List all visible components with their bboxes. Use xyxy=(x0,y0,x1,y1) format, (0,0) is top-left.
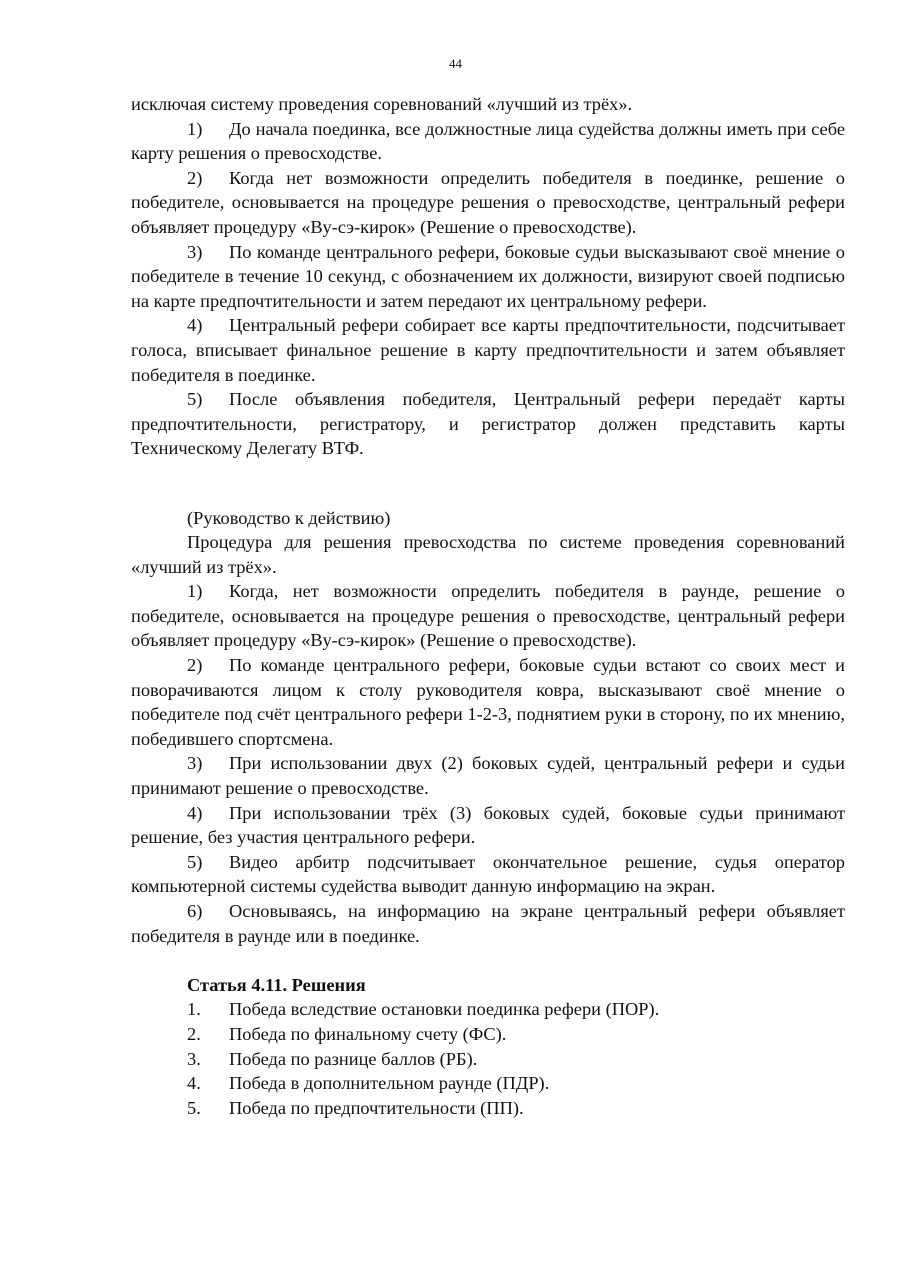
section1-item xyxy=(131,313,845,387)
guide-heading: (Руководство к действию) xyxy=(187,507,391,528)
section2-item xyxy=(131,801,845,850)
item-text: Победа по предпочтительности (ПП). xyxy=(229,1097,524,1118)
item-number: 4. xyxy=(187,1073,201,1094)
decision-item xyxy=(131,1071,845,1096)
section2-item xyxy=(131,653,845,751)
item-number: 1) xyxy=(187,118,203,139)
spacer xyxy=(131,461,845,486)
section2-item xyxy=(131,850,845,899)
item-number: 3. xyxy=(187,1048,201,1069)
section2-item xyxy=(131,579,845,653)
item-number: 4) xyxy=(187,315,203,336)
section1-item xyxy=(131,387,845,461)
section2-list xyxy=(131,579,845,948)
item-text: Победа по разнице баллов (РБ). xyxy=(229,1048,478,1069)
item-text: По команде центрального рефери, боковые судьи встают со своих мест и поворачиваются лицом к столу руководителя ковра, высказывают своё мнение о победителе под счёт центрального рефери 1-2-3, поднятием руки в сторону, по их мнению, победившего спортсмена. xyxy=(131,655,845,749)
spacer xyxy=(131,948,845,973)
decision-item xyxy=(131,1096,845,1121)
section1-item xyxy=(131,240,845,314)
item-text: Когда нет возможности определить победителя в поединке, решение о победителе, основывается на процедуре решения о превосходстве, центральный рефери объявляет процедуру «Ву-сэ-кирок» (Решение о превосходстве). xyxy=(131,167,845,237)
item-text: До начала поединка, все должностные лица судейства должны иметь при себе карту решения о превосходстве. xyxy=(131,118,845,164)
item-number: 5) xyxy=(187,851,203,872)
item-text: Центральный рефери собирает все карты предпочтительности, подсчитывает голоса, вписывает финальное решение в карту предпочтительности и затем объявляет победителя в поединке. xyxy=(131,315,845,385)
item-number: 5) xyxy=(187,389,203,410)
item-text: По команде центрального рефери, боковые судьи высказывают своё мнение о победителе в течение 10 секунд, с обозначением их должности, визируют своей подписью на карте предпочтительности и затем передают их центральному рефери. xyxy=(131,241,845,311)
item-number: 3) xyxy=(187,753,203,774)
decision-item xyxy=(131,1022,845,1047)
item-text: После объявления победителя, Центральный рефери передаёт карты предпочтительности, регистратору, и регистратор должен представить карты Техническому Делегату ВТФ. xyxy=(131,389,845,459)
section2-item xyxy=(131,899,845,948)
item-text: Победа по финальному счету (ФС). xyxy=(229,1023,507,1044)
decisions-list xyxy=(131,997,845,1120)
item-text: Видео арбитр подсчитывает окончательное решение, судья оператор компьютерной системы судейства выводит данную информацию на экран. xyxy=(131,851,845,897)
decision-item xyxy=(131,997,845,1022)
item-number: 2. xyxy=(187,1023,201,1044)
item-number: 1. xyxy=(187,999,201,1020)
item-text: Победа в дополнительном раунде (ПДР). xyxy=(229,1073,550,1094)
item-text: При использовании трёх (3) боковых судей, боковые судьи принимают решение, без участия центрального рефери. xyxy=(131,802,845,848)
item-number: 5. xyxy=(187,1097,201,1118)
spacer xyxy=(131,486,845,506)
section1-item xyxy=(131,117,845,166)
item-number: 4) xyxy=(187,802,203,823)
item-text: Победа вследствие остановки поединка рефери (ПОР). xyxy=(229,999,660,1020)
item-text: При использовании двух (2) боковых судей, центральный рефери и судьи принимают решение о превосходстве. xyxy=(131,753,845,799)
item-number: 1) xyxy=(187,581,203,602)
intro-line: исключая систему проведения соревнований «лучший из трёх». xyxy=(131,94,633,114)
guide-intro: Процедура для решения превосходства по системе проведения соревнований «лучший из трёх». xyxy=(131,532,845,577)
article-title: Статья 4.11. Решения xyxy=(187,974,366,995)
section1-list xyxy=(131,117,845,461)
item-number: 3) xyxy=(187,241,203,262)
item-text: Когда, нет возможности определить победителя в раунде, решение о победителе, основывается на процедуре решения о превосходстве, центральный рефери объявляет процедуру «Ву-сэ-кирок» (Решение о превосходстве). xyxy=(131,581,845,651)
section1-item xyxy=(131,166,845,240)
item-number: 6) xyxy=(187,901,203,921)
page-number: 44 xyxy=(449,56,462,71)
decision-item xyxy=(131,1047,845,1072)
section2-item xyxy=(131,751,845,800)
item-text: Основываясь, на информацию на экране центральный рефери объявляет победителя в раунде или в поединке. xyxy=(131,901,845,946)
item-number: 2) xyxy=(187,167,203,188)
item-number: 2) xyxy=(187,655,203,676)
